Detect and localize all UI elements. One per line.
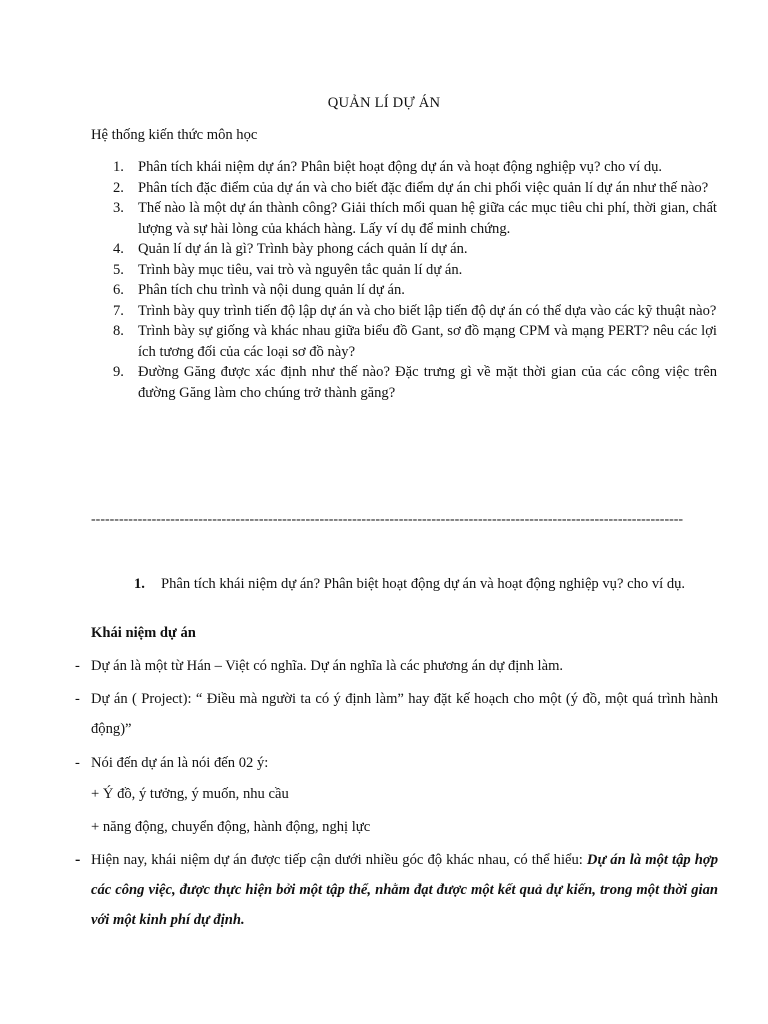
list-item: 9. Đường Găng được xác định như thế nào? Đặc trưng gì về mặt thời gian của các công việc trên đường Găng làm cho chúng trở thành găng? bbox=[113, 364, 717, 401]
definition-emphasis: Dự án là một tập hợp các công việc, được thực hiện bởi một tập thể, nhằm đạt được một kết quả dự kiến, trong một thời gian với một kinh phí dự định. bbox=[91, 852, 718, 928]
list-item: 7. Trình bày quy trình tiến độ lập dự án và cho biết lập tiến độ dự án có thể dựa vào các kỹ thuật nào? bbox=[113, 302, 717, 319]
bullet-item-definition: - Hiện nay, khái niệm dự án được tiếp cận dưới nhiều góc độ khác nhau, có thể hiểu: Dự án là một tập hợp các công việc, được thực hiện bởi một tập thể, nhằm đạt được một kết quả dự kiến, trong một thời gian với một kinh phí dự định. bbox=[75, 851, 718, 928]
question-list bbox=[91, 157, 717, 403]
list-item: 6. Phân tích chu trình và nội dung quản lí dự án. bbox=[113, 282, 405, 298]
list-item: 5. Trình bày mục tiêu, vai trò và nguyên tắc quản lí dự án. bbox=[113, 261, 463, 278]
bullet-item: - Nói đến dự án là nói đến 02 ý: bbox=[75, 755, 269, 771]
section-heading: Khái niệm dự án bbox=[91, 625, 196, 641]
section-question-text: Phân tích khái niệm dự án? Phân biệt hoạt động dự án và hoạt động nghiệp vụ? cho ví dụ. bbox=[161, 576, 686, 592]
bullet-item: - Dự án là một từ Hán – Việt có nghĩa. Dự án nghĩa là các phương án dự định làm. bbox=[75, 658, 564, 674]
sub-item: + Ý đồ, ý tưởng, ý muốn, nhu cầu bbox=[91, 786, 289, 802]
list-item: 1. Phân tích khái niệm dự án? Phân biệt hoạt động dự án và hoạt động nghiệp vụ? cho ví dụ. bbox=[113, 159, 663, 175]
bullet-item: - Dự án ( Project): “ Điều mà người ta có ý định làm” hay đặt kế hoạch cho một (ý đồ, một quá trình hành động)” bbox=[75, 691, 718, 737]
section-question-1 bbox=[134, 573, 718, 595]
list-item: 8. Trình bày sự giống và khác nhau giữa biểu đồ Gant, sơ đồ mạng CPM và mạng PERT? nêu các lợi ích tương đối của các loại sơ đồ này? bbox=[113, 323, 717, 360]
list-item: 2. Phân tích đặc điểm của dự án và cho biết đặc điểm dự án chi phối việc quản lí dự án như thế nào? bbox=[113, 179, 709, 196]
dashed-divider: ------------------------------------------------------------------------------------------------------------------------------- bbox=[91, 512, 684, 527]
list-item: 4. Quản lí dự án là gì? Trình bày phong cách quản lí dự án. bbox=[113, 241, 468, 257]
section-number: 1. bbox=[134, 576, 145, 592]
document-title: QUẢN LÍ DỰ ÁN bbox=[327, 95, 441, 111]
document-subtitle: Hệ thống kiến thức môn học bbox=[91, 127, 258, 143]
list-item: 3. Thế nào là một dự án thành công? Giải thích mối quan hệ giữa các mục tiêu chi phí, thời gian, chất lượng và sự hài lòng của khách hàng. Lấy ví dụ để minh chứng. bbox=[113, 200, 717, 237]
sub-item: + năng động, chuyển động, hành động, nghị lực bbox=[91, 819, 371, 835]
